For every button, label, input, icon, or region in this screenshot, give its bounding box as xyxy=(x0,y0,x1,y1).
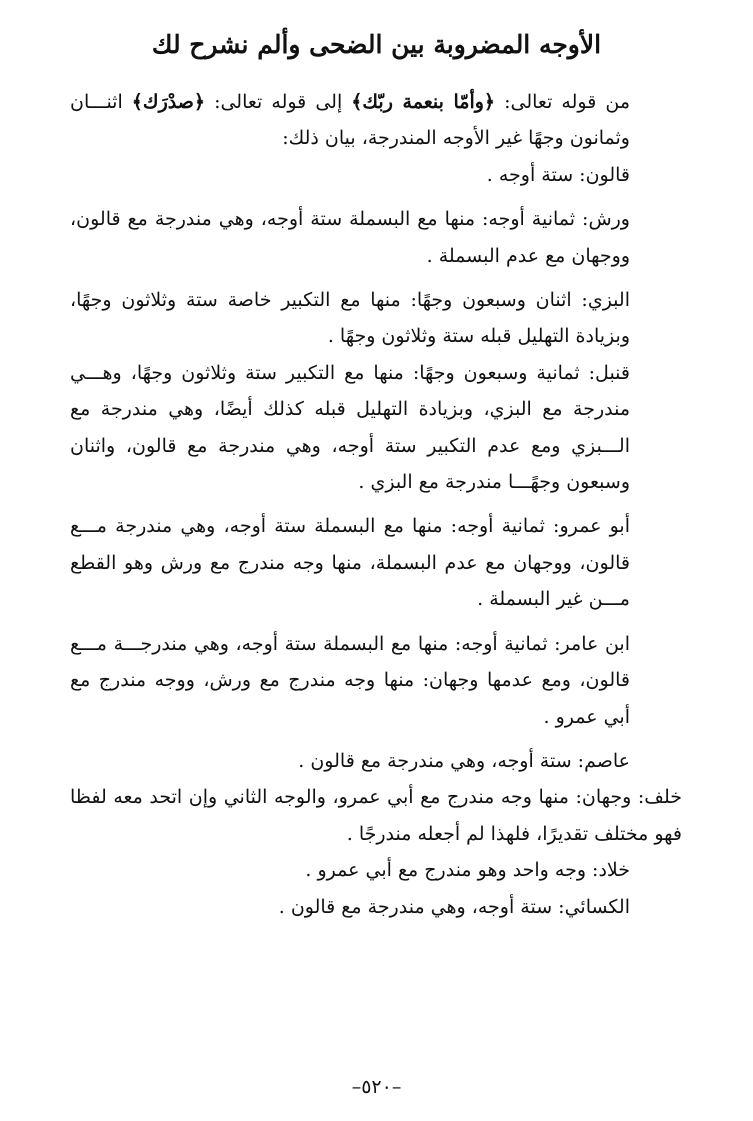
intro-text-3: اثنـــان وثمانون وجهًا غير الأوجه المندرجة، بيان ذلك: xyxy=(70,91,630,150)
paragraph-khallad: خلاد: وجه واحد وهو مندرج مع أبي عمرو . xyxy=(305,859,630,882)
paragraph-asim: عاصم: ستة أوجه، وهي مندرجة مع قالون . xyxy=(298,749,630,772)
paragraph-warsh: ورش: ثمانية أوجه: منها مع البسملة ستة أوجه، وهي مندرجة مع قالون، ووجهان مع عدم البسملة . xyxy=(70,208,630,267)
paragraph-qunbul: قنبل: ثمانية وسبعون وجهًا: منها مع التكبير ستة وثلاثون وجهًا، وهـــي مندرجة مع البزي، وبزيادة التهليل قبله كذلك أيضًا، وهي مندرجة مع الـــبزي ومع عدم التكبير ستة أوجه، وهي مندرجة مع قالون، واثنان وسبعون وجهًـــا مندرجة مع البزي . xyxy=(70,361,630,494)
paragraph-bazzi: البزي: اثنان وسبعون وجهًا: منها مع التكبير خاصة ستة وثلاثون وجهًا، وبزيادة التهليل قبله ستة وثلاثون وجهًا . xyxy=(70,289,630,348)
paragraph-ibn-amir: ابن عامر: ثمانية أوجه: منها مع البسملة ستة أوجه، وهي مندرجـــة مـــع قالون، ومع عدمها وجهان: منها وجه مندرج مع ورش، ووجه مندرج مع أبي عمرو . xyxy=(70,632,630,728)
paragraph-abu-amr: أبو عمرو: ثمانية أوجه: منها مع البسملة ستة أوجه، وهي مندرجة مـــع قالون، ووجهان مع عدم البسملة، منها وجه مندرج مع ورش وهو القطع مـــن غير البسملة . xyxy=(70,515,630,611)
intro-text-1: من قوله تعالى: xyxy=(495,91,631,113)
paragraph-kisai: الكسائي: ستة أوجه، وهي مندرجة مع قالون . xyxy=(278,895,630,918)
page-number: –٥٢٠– xyxy=(351,1076,402,1098)
page-title: الأوجه المضروبة بين الضحى وألم نشرح لك xyxy=(151,30,602,59)
main-text xyxy=(70,84,682,925)
quran-quote-2: ﴿صدْرَك﴾ xyxy=(131,91,206,113)
paragraph-qalun: قالون: ستة أوجه . xyxy=(486,163,630,186)
quran-quote-1: ﴿وأمّا بنعمة ربّك﴾ xyxy=(351,91,496,113)
intro-paragraph xyxy=(70,84,682,157)
intro-text-2: إلى قوله تعالى: xyxy=(205,91,352,113)
paragraph-khalaf: خلف: وجهان: منها وجه مندرج مع أبي عمرو، والوجه الثاني وإن اتحد معه لفظا فهو مختلف تقديرًا، فلهذا لم أجعله مندرجًا . xyxy=(70,786,682,845)
